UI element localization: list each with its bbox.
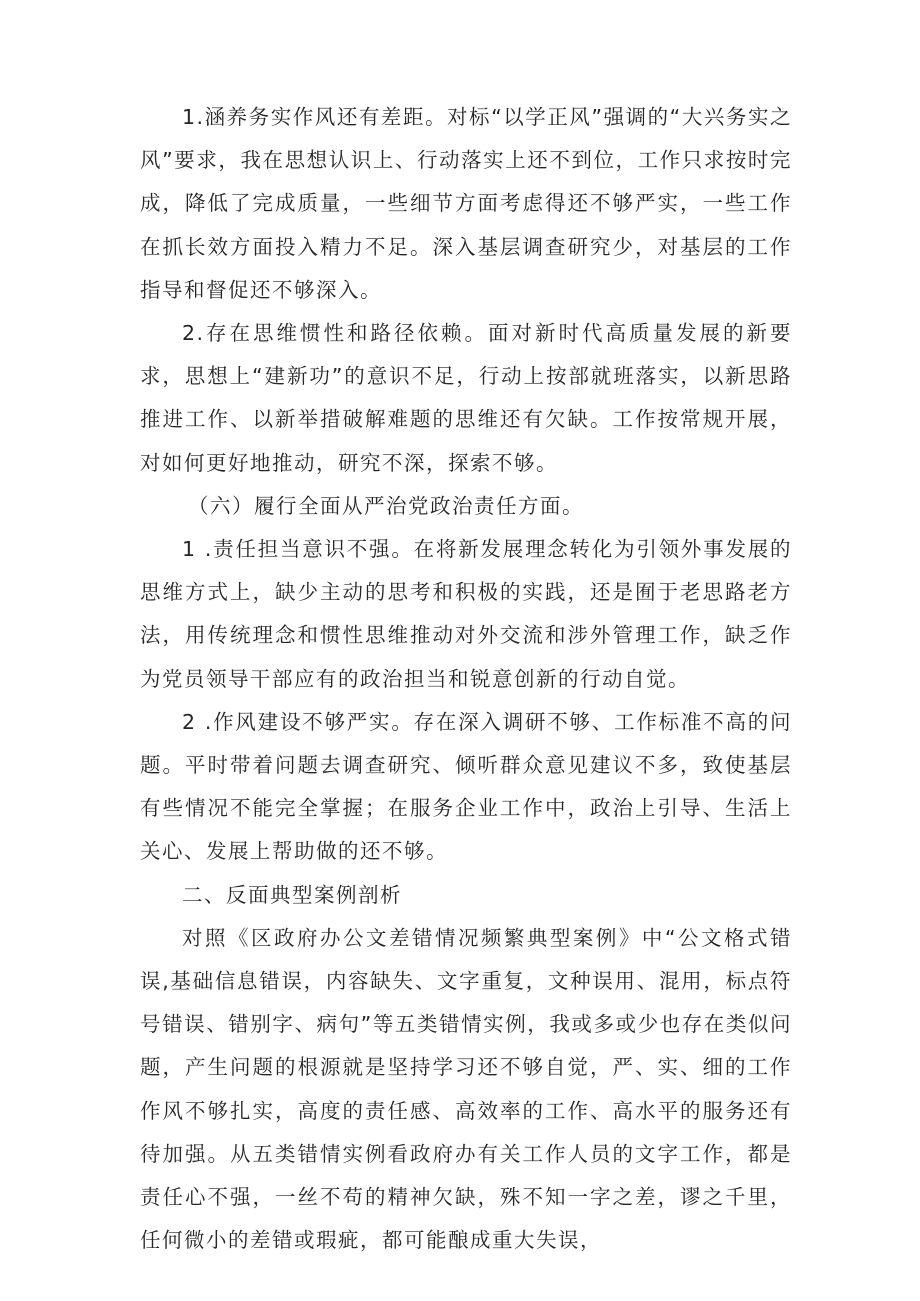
paragraph-case-comparison: 对照《区政府办公文差错情况频繁典型案例》中“公文格式错误,基础信息错误，内容缺失、文字重复，文种误用、混用，标点符号错误、错别字、病句”等五类错情实例，我或多或少也存在类似问题，产生问题的根源就是坚持学习还不够自觉，严、实、细的工作作风不够扎实，高度的责任感、高效率的工作、高水平的服务还有待加强。从五类错情实例看政府办有关工作人员的文字工作，都是责任心不强，一丝不苟的精神欠缺，殊不知一字之差，谬之千里，任何微小的差错或瑕疵，都可能酿成重大失误， [140,925,792,1253]
paragraph-work-style-gap: 1.涵养务实作风还有差距。对标“以学正风”强调的“大兴务实之风”要求，我在思想认识上、行动落实上还不到位，工作只求按时完成，降低了完成质量，一些细节方面考虑得还不够严实，一些工作在抓长效方面投入精力不足。深入基层调查研究少，对基层的工作指导和督促还不够深入。 [140,105,792,302]
document-body [140,96,792,1262]
paragraph-thinking-inertia: 2.存在思维惯性和路径依赖。面对新时代高质量发展的新要求，思想上“建新功”的意识不足，行动上按部就班落实，以新思路推进工作、以新举措破解难题的思维还有欠缺。工作按常规开展，对如何更好地推动，研究不深，探索不够。 [140,321,792,475]
section-heading-case-analysis: 二、反面典型案例剖析 [182,882,402,907]
paragraph-responsibility-awareness: 1 .责任担当意识不强。在将新发展理念转化为引领外事发展的思维方式上，缺少主动的思考和积极的实践，还是囿于老思路老方法，用传统理念和惯性思维推动对外交流和涉外管理工作，缺乏作为党员领导干部应有的政治担当和锐意创新的行动自觉。 [140,537,792,691]
paragraph-work-style-construction: 2 .作风建设不够严实。存在深入调研不够、工作标准不高的问题。平时带着问题去调查研究、倾听群众意见建议不多，致使基层有些情况不能完全掌握；在服务企业工作中，政治上引导、生活上关心、发展上帮助做的还不够。 [140,709,792,864]
section-heading-party-responsibility: （六）履行全面从严治党政治责任方面。 [188,493,584,518]
